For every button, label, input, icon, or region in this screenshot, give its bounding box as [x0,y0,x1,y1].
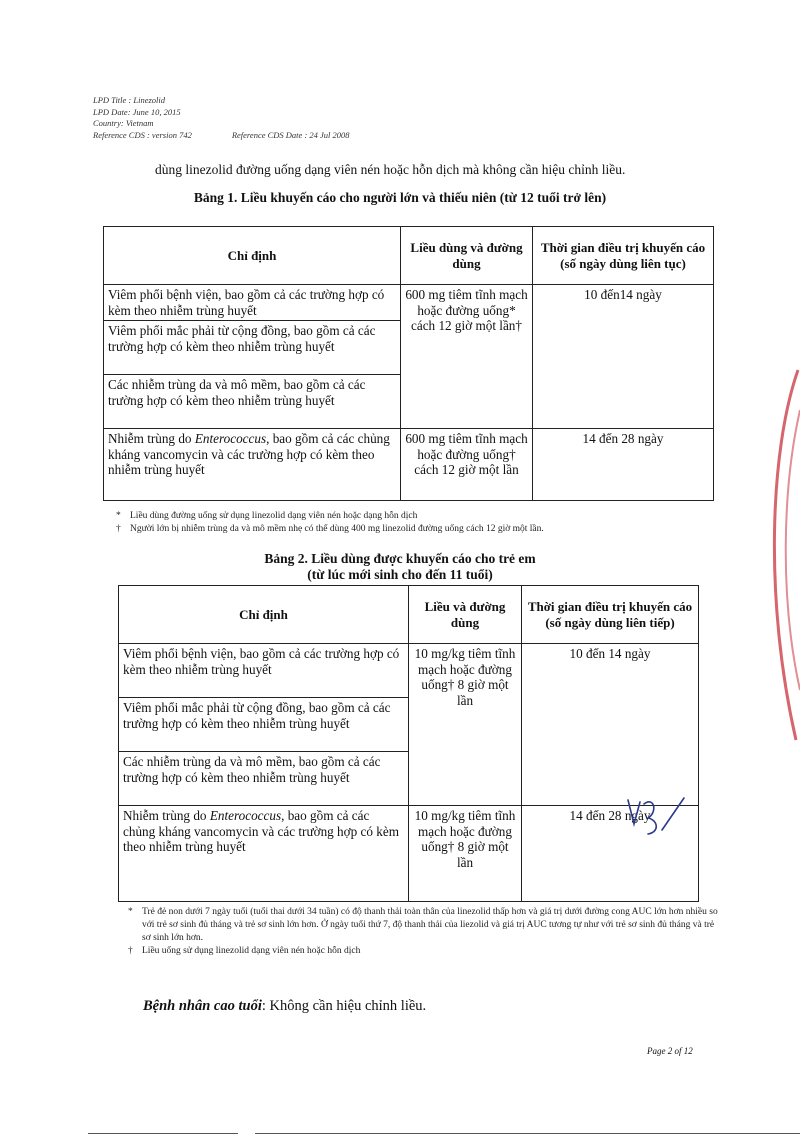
table1-row-indication: Viêm phổi mắc phải từ cộng đồng, bao gồm cả các trường hợp có kèm theo nhiễm trùng huyết [104,321,401,375]
table2-header-indication: Chỉ định [119,586,409,644]
table2-row-enterococcus: Nhiễm trùng do Enterococcus, bao gồm cả các chủng kháng vancomycin và các trường hợp có kèm theo nhiễm trùng huyết [119,806,409,902]
elderly-lead: Bệnh nhân cao tuổi [143,998,262,1014]
table1-row-enterococcus: Nhiễm trùng do Enterococcus, bao gồm cả các chủng kháng vancomycin và các trường hợp có kèm theo nhiễm trùng huyết [104,429,401,501]
footnote: * Trẻ đẻ non dưới 7 ngày tuổi (tuổi thai dưới 34 tuần) có độ thanh thải toàn thân của linezolid thấp hơn và giá trị dưới đường cong AUC lớn hơn nhiều so với trẻ sơ sinh đủ tháng và trẻ sơ sinh lớn hơn. Ở ngày tuổi thứ 7, độ thanh thải của liezolid và giá trị AUC tương tự như với trẻ sơ sinh đủ tháng và trẻ sơ sinh lớn hơn. [128,907,718,943]
intro-text: dùng linezolid đường uống dạng viên nén hoặc hỗn dịch mà không cần hiệu chỉnh liều. [155,162,626,177]
table2-header-duration: Thời gian điều trị khuyến cáo (số ngày dùng liên tiếp) [522,586,699,644]
official-stamp [760,350,800,750]
table1-route-enterococcus: 600 mg tiêm tĩnh mạch hoặc đường uống† cách 12 giờ một lần [401,429,533,501]
reference-cds: Reference CDS : version 742 [93,129,192,140]
table1-title: Bảng 1. Liều khuyến cáo cho người lớn và thiếu niên (từ 12 tuổi trở lên) [193,190,607,205]
organism-name: Enterococcus [209,808,282,823]
country: Country: Vietnam [93,118,154,128]
table1-header-indication: Chỉ định [104,227,401,285]
lpd-date: LPD Date: June 10, 2015 [93,106,181,117]
table2-row-indication: Viêm phổi bệnh viện, bao gồm cả các trường hợp có kèm theo nhiễm trùng huyết [119,644,409,698]
table2-duration-group: 10 đến 14 ngày [522,644,699,806]
footnote: * Liều dùng đường uống sử dụng linezolid dạng viên nén hoặc dạng hỗn dịch [116,511,418,521]
page-number: Page 2 of 12 [647,1046,693,1056]
table2-route-group: 10 mg/kg tiêm tĩnh mạch hoặc đường uống† 8 giờ một lần [409,644,522,806]
bottom-rule [88,1133,238,1134]
table1-row-indication: Viêm phổi bệnh viện, bao gồm cả các trường hợp có kèm theo nhiễm trùng huyết [104,285,401,321]
lpd-title: LPD Title : Linezolid [93,95,166,105]
document-header [93,95,350,141]
table1-route-group: 600 mg tiêm tĩnh mạch hoặc đường uống* cách 12 giờ một lần† [401,285,533,429]
table1-duration-enterococcus: 14 đến 28 ngày [533,429,714,501]
table2-row-indication: Viêm phổi mắc phải từ cộng đồng, bao gồm cả các trường hợp có kèm theo nhiễm trùng huyết [119,698,409,752]
table1-row-indication: Các nhiễm trùng da và mô mềm, bao gồm cả các trường hợp có kèm theo nhiễm trùng huyết [104,375,401,429]
footnote: † Liều uống sử dụng linezolid dạng viên nén hoặc hỗn dịch [128,946,361,956]
organism-name: Enterococcus [194,431,267,446]
table2-footnotes [128,906,718,958]
table1-duration-group: 10 đến14 ngày [533,285,714,429]
elderly-patients-note: Bệnh nhân cao tuổi: Không cần hiệu chỉnh liều. [143,998,427,1014]
table1-header-duration: Thời gian điều trị khuyến cáo (số ngày dùng liên tục) [533,227,714,285]
table2 [118,585,699,902]
handwritten-signature [610,790,690,850]
table2-header-route: Liều và đường dùng [409,586,522,644]
table1-header-route: Liều dùng và đường dùng [401,227,533,285]
table2-route-enterococcus: 10 mg/kg tiêm tĩnh mạch hoặc đường uống† 8 giờ một lần [409,806,522,902]
bottom-rule [255,1133,800,1134]
reference-cds-date: Reference CDS Date : 24 Jul 2008 [231,129,350,140]
table1 [103,226,714,501]
table2-duration-enterococcus: 14 đến 28 ngày [522,806,699,902]
footnote: † Người lớn bị nhiễm trùng da và mô mềm nhẹ có thể dùng 400 mg linezolid đường uống cách 12 giờ một lần. [116,524,544,534]
table2-row-indication: Các nhiễm trùng da và mô mềm, bao gồm cả các trường hợp có kèm theo nhiễm trùng huyết [119,752,409,806]
table1-footnotes [116,510,736,536]
table2-title: Bảng 2. Liều dùng được khuyến cáo cho trẻ em (từ lúc mới sinh cho đến 11 tuổi) [264,551,536,582]
